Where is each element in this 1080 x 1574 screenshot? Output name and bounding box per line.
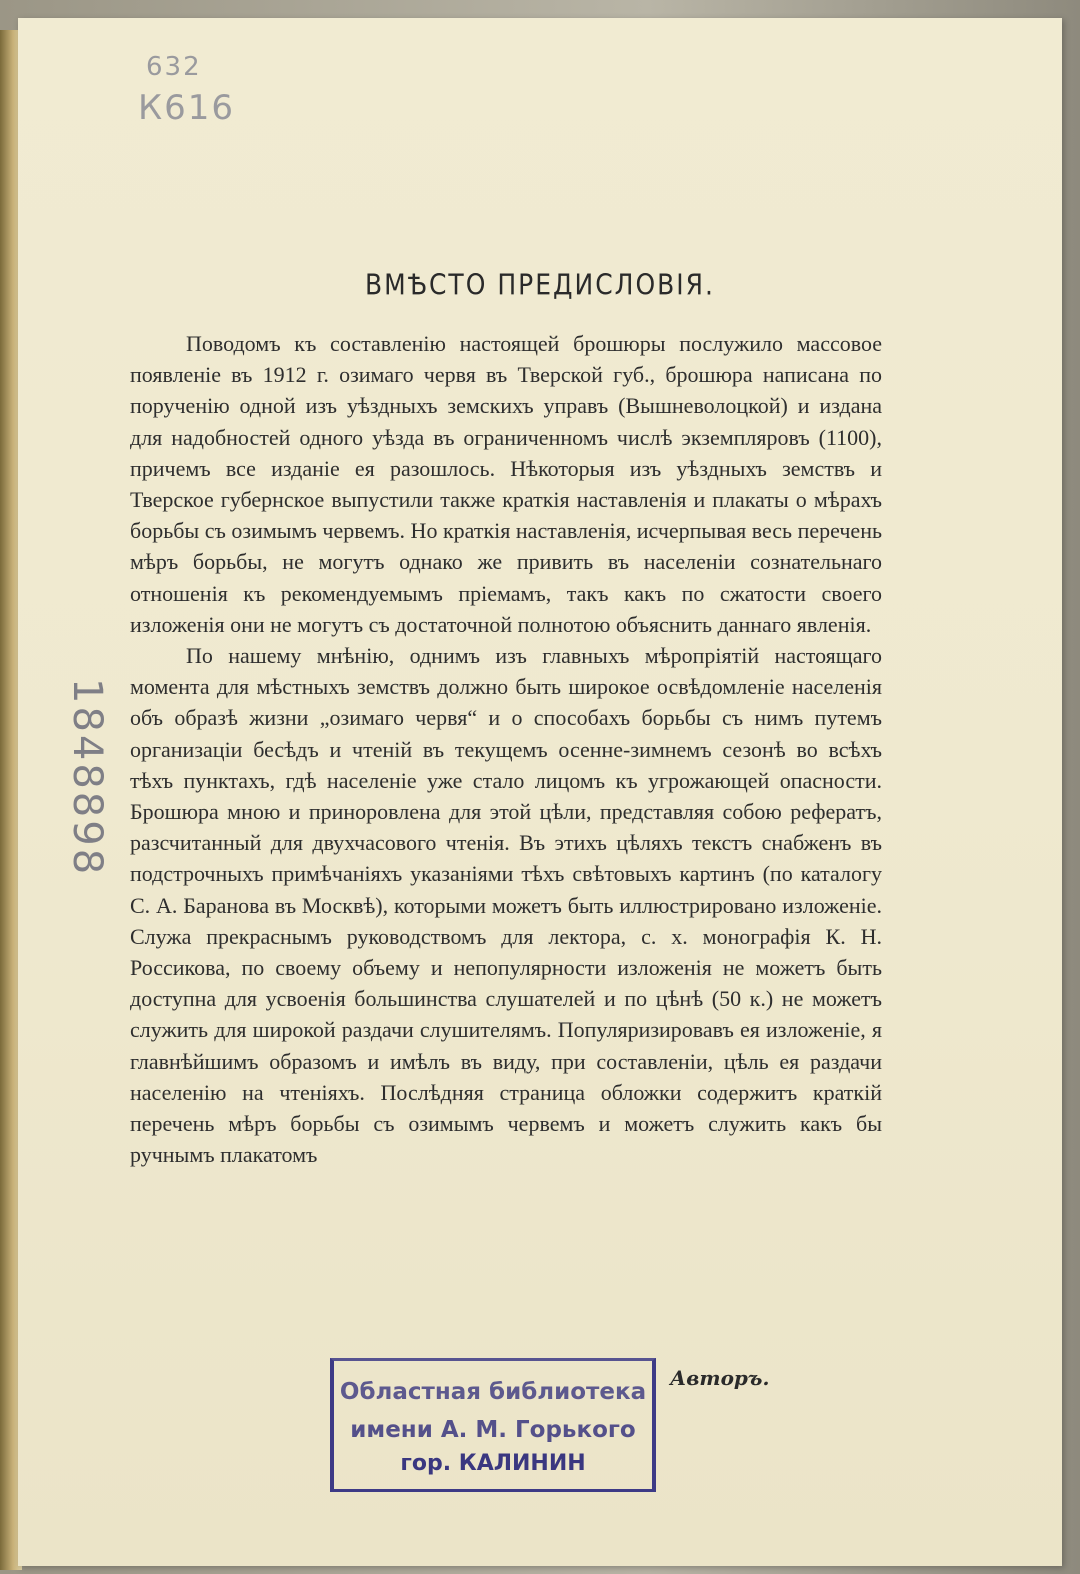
author-signature: Авторъ. — [670, 1366, 770, 1390]
shelfmark-line2: К616 — [138, 88, 236, 128]
page-title: ВМѢСТО ПРЕДИСЛОВІЯ. — [364, 267, 715, 302]
shelfmark-line1: 632 — [146, 52, 202, 82]
paragraph-2: По нашему мнѣнію, однимъ изъ главныхъ мѣропріятій настоящаго момента для мѣстныхъ земствъ должно быть широкое освѣдомленіе населенія объ образѣ жизни „озимаго червя“ и о способахъ борьбы съ нимъ путемъ организаціи бесѣдъ и чтеній въ текущемъ осенне-зимнемъ сезонѣ во всѣхъ тѣхъ пунктахъ, гдѣ населеніе уже стало лицомъ къ угрожающей опасности. Брошюра мною и приноровлена для этой цѣли, представляя собою рефератъ, разсчитанный для двухчасового чтенія. Въ этихъ цѣляхъ текстъ снабженъ въ подстрочныхъ примѣчаніяхъ указаніями тѣхъ свѣтовыхъ картинъ (по каталогу С. А. Баранова въ Москвѣ), которыми можетъ быть иллюстрировано изложеніе. Служа прекраснымъ руководствомъ для лектора, с. х. монографія К. Н. Россикова, по своему объему и непопулярности изложенія не можетъ быть доступна для усвоенія большинства слушателей и по цѣнѣ (50 к.) не можетъ служить для широкой раздачи слушителямъ. Популяризировавъ ея изложеніе, я главнѣйшимъ образомъ и имѣлъ въ виду, при составленіи, цѣль ея раздачи населенію на чтеніяхъ. Послѣдняя страница обложки содержитъ краткій перечень мѣръ борьбы съ озимымъ червемъ и можетъ служить какъ бы ручнымъ плакатомъ — [130, 643, 882, 1168]
inventory-number: 1848898 — [64, 678, 110, 878]
stamp-library-name: Областная библиотека — [339, 1379, 647, 1405]
paragraph-1: Поводомъ къ составленію настоящей брошюры послужило массовое появленіе въ 1912 г. озимаго червя въ Тверской губ., брошюра написана по порученію одной изъ уѣздныхъ земскихъ управъ (Вышневолоцкой) и издана для надобностей одного уѣзда въ ограниченномъ числѣ экземпляровъ (1100), причемъ все изданіе ея разошлось. Нѣкоторыя изъ уѣздныхъ земствъ и Тверское губернское выпустили также краткія наставленія и плакаты о мѣрахъ борьбы съ озимымъ червемъ. Но краткія наставленія, исчерпывая весь перечень мѣръ борьбы, не могутъ однако же привить въ населеніи сознательнаго отношенія къ рекомендуемымъ пріемамъ, такъ какъ по сжатости своего изложенія они не могутъ съ достаточной полнотою объяснить даннаго явленія. — [130, 331, 882, 637]
library-stamp — [330, 1358, 656, 1492]
document-page — [18, 18, 1062, 1566]
stamp-city: гор. КАЛИНИН — [400, 1451, 586, 1476]
stamp-library-dedication: имени А. М. Горького — [350, 1417, 636, 1443]
preface-body — [130, 328, 882, 1170]
